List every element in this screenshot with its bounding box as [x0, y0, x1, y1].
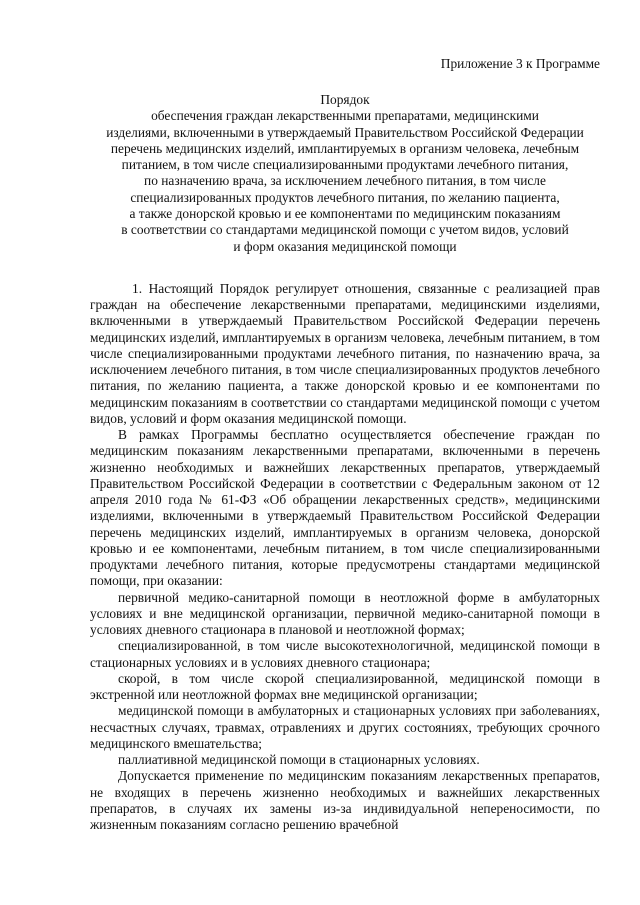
annex-header: Приложение 3 к Программе — [440, 56, 600, 71]
title-line: а также донорской кровью и ее компонентами по медицинским показаниям — [129, 206, 561, 222]
title-line: изделиями, включенными в утверждаемый Правительством Российской Федерации — [106, 124, 584, 140]
paragraph: паллиативной медицинской помощи в стационарных условиях. — [118, 752, 480, 768]
title-line: Порядок — [320, 92, 370, 107]
paragraph: 1. Настоящий Порядок регулирует отношения, связанные с реализацией прав граждан на обеспечение лекарственными препаратами, медицинскими изделиями, включенными в утверждаемый Правительством Российской Федерации перечень медицинских изделий, имплантируемых в организм человека, лечебным питанием, в том числе специализированными продуктами лечебного питания, по назначению врача, за исключением лечебного питания, в том числе специализированных продуктов лечебного питания, по желанию пациента, а также донорской кровью и ее компонентами по медицинским показаниям в соответствии со стандартами медицинской помощи с учетом видов, условий и форм оказания медицинской помощи. — [90, 280, 600, 426]
title-line: обеспечения граждан лекарственными препаратами, медицинскими — [151, 108, 539, 124]
title-line: в соответствии со стандартами медицинской помощи с учетом видов, условий — [121, 222, 569, 238]
title-line: перечень медицинских изделий, имплантируемых в организм человека, лечебным — [110, 140, 580, 156]
paragraph: скорой, в том числе скорой специализированной, медицинской помощи в экстренной или неотложной формах вне медицинской организации; — [90, 670, 600, 703]
title-line: и форм оказания медицинской помощи — [233, 238, 457, 254]
title-line: специализированных продуктов лечебного питания, по желанию пациента, — [130, 189, 560, 205]
paragraph: специализированной, в том числе высокотехнологичной, медицинской помощи в стационарных условиях и в условиях дневного стационара; — [90, 638, 600, 670]
document-body — [90, 281, 600, 834]
title-line: питанием, в том числе специализированными продуктами лечебного питания, — [121, 157, 569, 173]
document-title — [90, 92, 600, 255]
paragraph: первичной медико-санитарной помощи в неотложной форме в амбулаторных условиях и вне медицинской организации, первичной медико-санитарной помощи в условиях дневного стационара в плановой и неотложной формах; — [90, 589, 600, 638]
paragraph: В рамках Программы бесплатно осуществляется обеспечение граждан по медицинским показаниям лекарственными препаратами, включенными в перечень жизненно необходимых и важнейших лекарственных препаратов, утверждаемый Правительством Российской Федерации в соответствии с Федеральным законом от 12 апреля 2010 года № 61-ФЗ «Об обращении лекарственных средств», медицинскими изделиями, включенными в утверждаемый Правительством Российской Федерации перечень медицинских изделий, имплантируемых в организм человека, донорской кровью и ее компонентами, лечебным питанием, в том числе специализированными продуктами лечебного питания, которые предусмотрены стандартами медицинской помощи, при оказании: — [90, 427, 600, 589]
title-line: по назначению врача, за исключением лечебного питания, в том числе — [144, 173, 546, 189]
paragraph: Допускается применение по медицинским показаниям лекарственных препаратов, не входящих в перечень жизненно необходимых и важнейших лекарственных препаратов, в случаях их замены из-за индивидуальной непереносимости, по жизненным показаниям согласно решению врачебной — [90, 768, 600, 833]
paragraph: медицинской помощи в амбулаторных и стационарных условиях при заболеваниях, несчастных случаях, травмах, отравлениях и других состояниях, требующих срочного медицинского вмешательства; — [90, 703, 600, 751]
